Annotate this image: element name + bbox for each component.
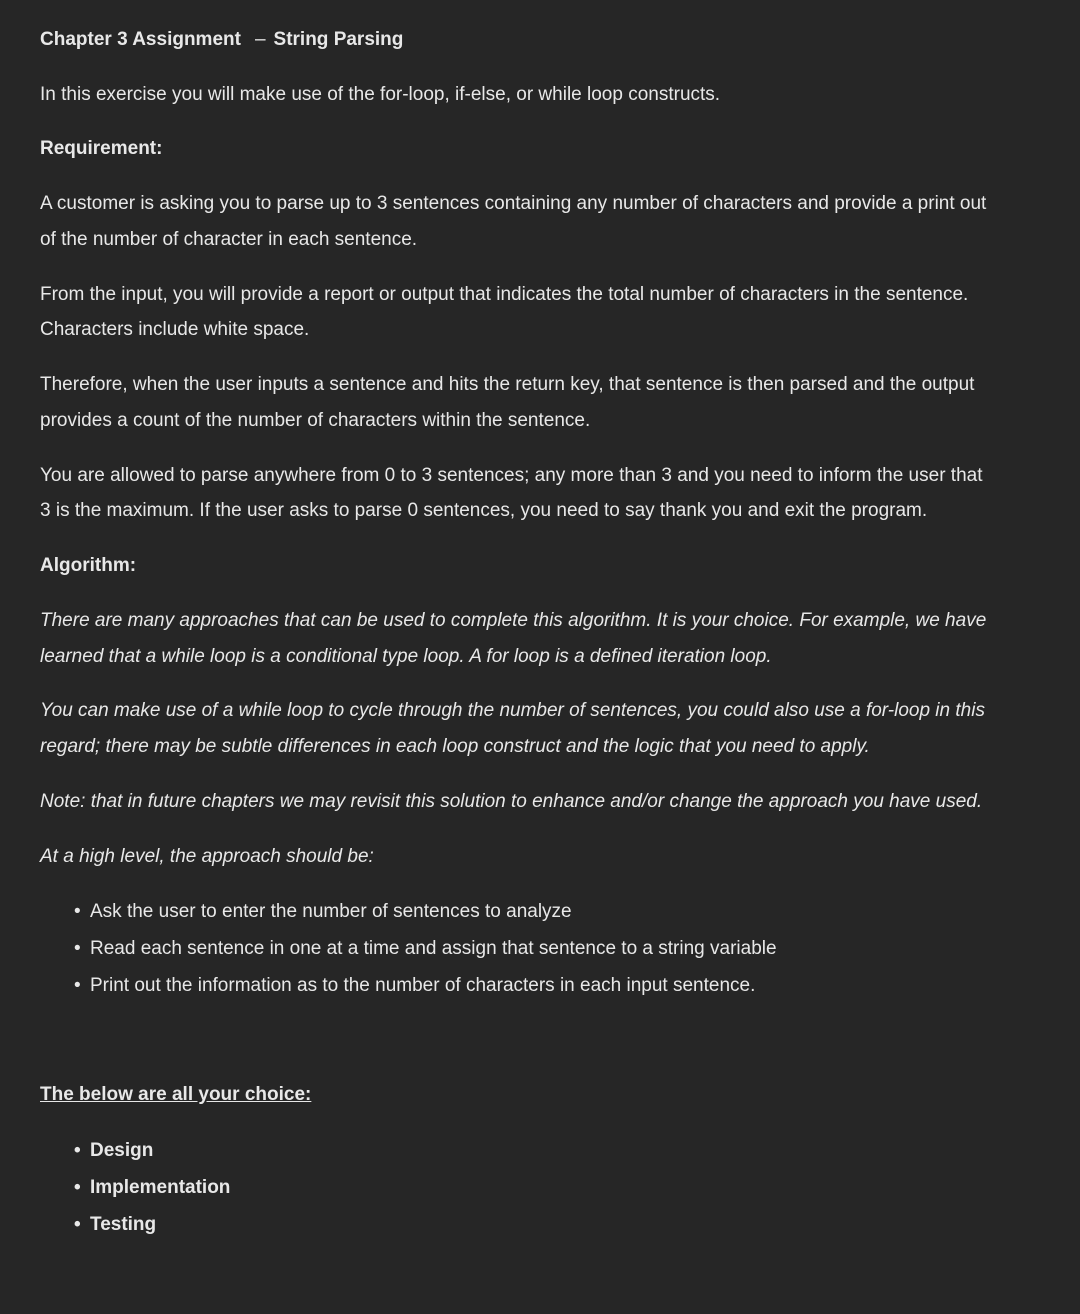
algorithm-heading: Algorithm: (40, 555, 137, 576)
choice-item (74, 1139, 153, 1163)
choice-text: Implementation (90, 1177, 231, 1198)
step-item (74, 937, 777, 961)
title-main: Chapter 3 Assignment (40, 29, 241, 50)
bullet-icon: • (74, 1140, 81, 1161)
bullet-icon: • (74, 1214, 81, 1235)
choice-item (74, 1176, 230, 1200)
requirement-p1-line1: A customer is asking you to parse up to 3 sentences containing any number of characters and provide a print out (40, 193, 987, 214)
requirement-p2-line1: From the input, you will provide a report or output that indicates the total number of characters in the sentence. (40, 284, 969, 305)
algorithm-p2-line1: You can make use of a while loop to cycle through the number of sentences, you could also use a for-loop in this (40, 700, 985, 721)
requirement-p1-line2: of the number of character in each sentence. (40, 229, 418, 250)
requirement-p2-line2: Characters include white space. (40, 319, 310, 340)
title-dash: – (254, 29, 266, 50)
requirement-p3-line2: provides a count of the number of characters within the sentence. (40, 410, 591, 431)
approach-intro: At a high level, the approach should be: (40, 846, 374, 867)
algorithm-p1-line2: learned that a while loop is a conditional type loop. A for loop is a defined iteration loop. (40, 646, 772, 667)
choice-text: Testing (90, 1214, 157, 1235)
bullet-icon: • (74, 1177, 81, 1198)
requirement-p4-line1: You are allowed to parse anywhere from 0 to 3 sentences; any more than 3 and you need to inform the user that (40, 465, 983, 486)
step-text: Read each sentence in one at a time and assign that sentence to a string variable (90, 938, 777, 959)
bullet-icon: • (74, 938, 81, 959)
bullet-icon: • (74, 975, 81, 996)
requirement-heading: Requirement: (40, 138, 163, 159)
intro-paragraph: In this exercise you will make use of the for-loop, if-else, or while loop constructs. (40, 84, 721, 105)
algorithm-p2-line2: regard; there may be subtle differences in each loop construct and the logic that you need to apply. (40, 736, 870, 757)
step-text: Ask the user to enter the number of sentences to analyze (90, 901, 572, 922)
step-item (74, 974, 755, 998)
requirement-p4-line2: 3 is the maximum. If the user asks to parse 0 sentences, you need to say thank you and exit the program. (40, 500, 928, 521)
step-item (74, 900, 572, 924)
title-sub: String Parsing (273, 29, 404, 50)
requirement-p3-line1: Therefore, when the user inputs a sentence and hits the return key, that sentence is then parsed and the output (40, 374, 975, 395)
algorithm-p1-line1: There are many approaches that can be used to complete this algorithm. It is your choice. For example, we have (40, 610, 987, 631)
choice-text: Design (90, 1140, 154, 1161)
choices-heading: The below are all your choice: (40, 1084, 312, 1105)
step-text: Print out the information as to the number of characters in each input sentence. (90, 975, 756, 996)
algorithm-note: Note: that in future chapters we may revisit this solution to enhance and/or change the approach you have used. (40, 791, 983, 812)
bullet-icon: • (74, 901, 81, 922)
choice-item (74, 1213, 156, 1237)
page-title (40, 28, 403, 52)
